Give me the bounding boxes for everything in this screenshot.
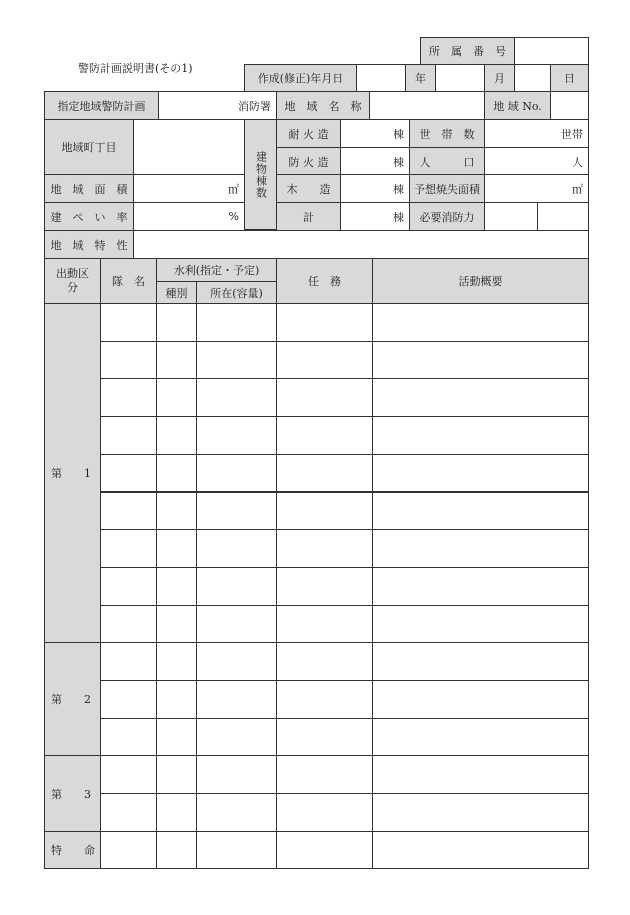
year-label: 年 — [405, 64, 436, 92]
task-cell[interactable] — [276, 416, 373, 455]
area-size-field[interactable] — [133, 174, 245, 203]
fire-station-field[interactable] — [158, 91, 277, 120]
water-type-cell[interactable] — [156, 718, 197, 757]
task-cell[interactable] — [276, 341, 373, 380]
water-location-cell[interactable] — [196, 454, 277, 493]
water-type-cell[interactable] — [156, 303, 197, 342]
households-label: 世 帯 数 — [409, 119, 485, 148]
task-cell[interactable] — [276, 831, 373, 870]
unit-name-cell[interactable] — [100, 416, 157, 455]
task-cell[interactable] — [276, 454, 373, 493]
task-cell[interactable] — [276, 680, 373, 719]
expected-loss-field[interactable] — [484, 174, 589, 203]
district-field[interactable] — [133, 119, 245, 175]
water-type-cell[interactable] — [156, 567, 197, 606]
month-field[interactable] — [435, 64, 485, 92]
affiliation-number-label: 所 属 番 号 — [420, 37, 515, 65]
fireproof-label: 耐 火 造 — [276, 119, 341, 148]
water-location-cell[interactable] — [196, 303, 277, 342]
water-type-cell[interactable] — [156, 492, 197, 531]
wooden-unit: 棟 — [393, 182, 404, 196]
unit-name-cell[interactable] — [100, 755, 157, 794]
affiliation-number-field[interactable] — [514, 37, 589, 65]
task-cell[interactable] — [276, 793, 373, 832]
semi-fireproof-unit: 棟 — [393, 155, 404, 169]
water-type-cell[interactable] — [156, 454, 197, 493]
water-type-cell[interactable] — [156, 755, 197, 794]
coverage-unit: % — [228, 210, 239, 223]
water-location-cell[interactable] — [196, 416, 277, 455]
building-count-text: 建物棟数 — [254, 150, 268, 199]
task-cell[interactable] — [276, 529, 373, 568]
area-name-field[interactable] — [369, 91, 485, 120]
building-count-label — [244, 119, 277, 230]
households-unit: 世帯 — [561, 127, 583, 141]
designated-plan-label: 指定地域警防計画 — [44, 91, 159, 120]
activity-cell[interactable] — [372, 341, 589, 380]
wooden-field[interactable] — [340, 174, 410, 203]
area-size-unit: ㎡ — [228, 182, 239, 196]
households-field[interactable] — [484, 119, 589, 148]
unit-name-cell[interactable] — [100, 303, 157, 342]
unit-name-cell[interactable] — [100, 454, 157, 493]
district-label: 地域町丁目 — [44, 119, 134, 175]
task-cell[interactable] — [276, 378, 373, 417]
water-type-header: 種別 — [156, 281, 197, 304]
required-capacity-field-2[interactable] — [537, 202, 589, 231]
unit-name-cell[interactable] — [100, 529, 157, 568]
water-location-cell[interactable] — [196, 642, 277, 681]
activity-cell[interactable] — [372, 680, 589, 719]
activity-cell[interactable] — [372, 831, 589, 870]
semi-fireproof-field[interactable] — [340, 147, 410, 176]
coverage-field[interactable] — [133, 202, 245, 231]
unit-name-cell[interactable] — [100, 378, 157, 417]
dispatch-header-text: 出動区分 — [56, 267, 89, 294]
unit-name-cell[interactable] — [100, 718, 157, 757]
water-location-cell[interactable] — [196, 567, 277, 606]
water-type-cell[interactable] — [156, 605, 197, 644]
unit-name-cell[interactable] — [100, 492, 157, 531]
area-no-label: 地 域 No. — [484, 91, 551, 120]
unit-name-cell[interactable] — [100, 567, 157, 606]
characteristics-field[interactable] — [133, 230, 589, 259]
area-size-label: 地 域 面 積 — [44, 174, 134, 203]
water-location-cell[interactable] — [196, 793, 277, 832]
activity-cell[interactable] — [372, 642, 589, 681]
water-type-cell[interactable] — [156, 793, 197, 832]
total-field[interactable] — [340, 202, 410, 231]
required-capacity-field-1[interactable] — [484, 202, 538, 231]
activity-cell[interactable] — [372, 793, 589, 832]
water-location-header: 所在(容量) — [196, 281, 277, 304]
water-type-cell[interactable] — [156, 416, 197, 455]
unit-name-cell[interactable] — [100, 341, 157, 380]
population-field[interactable] — [484, 147, 589, 176]
activity-cell[interactable] — [372, 529, 589, 568]
water-type-cell[interactable] — [156, 529, 197, 568]
water-type-cell[interactable] — [156, 341, 197, 380]
area-no-field[interactable] — [550, 91, 589, 120]
water-location-cell[interactable] — [196, 378, 277, 417]
unit-name-cell[interactable] — [100, 831, 157, 870]
unit-name-cell[interactable] — [100, 605, 157, 644]
activity-cell[interactable] — [372, 416, 589, 455]
population-label: 人 口 — [409, 147, 485, 176]
wooden-label: 木 造 — [276, 174, 341, 203]
expected-loss-label: 予想焼失面積 — [409, 174, 485, 203]
water-location-cell[interactable] — [196, 755, 277, 794]
created-date-label: 作成(修正)年月日 — [244, 64, 357, 92]
unit-name-cell[interactable] — [100, 642, 157, 681]
activity-cell[interactable] — [372, 492, 589, 531]
activity-cell[interactable] — [372, 755, 589, 794]
dispatch-header — [44, 258, 101, 304]
task-cell[interactable] — [276, 492, 373, 531]
water-type-cell[interactable] — [156, 680, 197, 719]
activity-cell[interactable] — [372, 454, 589, 493]
year-field[interactable] — [356, 64, 406, 92]
water-type-cell[interactable] — [156, 378, 197, 417]
document-title: 警防計画説明書(その1) — [78, 62, 193, 75]
unit-name-cell[interactable] — [100, 793, 157, 832]
total-unit: 棟 — [393, 210, 404, 224]
dispatch-group-label: 特 命 — [44, 831, 101, 870]
activity-cell[interactable] — [372, 567, 589, 606]
dispatch-group-label: 第 2 — [44, 642, 101, 756]
task-cell[interactable] — [276, 605, 373, 644]
unit-name-header: 隊 名 — [100, 258, 157, 304]
fire-station-suffix: 消防署 — [238, 99, 271, 113]
task-header: 任 務 — [276, 258, 373, 304]
task-cell[interactable] — [276, 642, 373, 681]
water-location-cell[interactable] — [196, 718, 277, 757]
unit-name-cell[interactable] — [100, 680, 157, 719]
water-location-cell[interactable] — [196, 605, 277, 644]
water-location-cell[interactable] — [196, 341, 277, 380]
characteristics-label: 地 域 特 性 — [44, 230, 134, 259]
activity-cell[interactable] — [372, 605, 589, 644]
fireproof-field[interactable] — [340, 119, 410, 148]
required-capacity-label: 必要消防力 — [409, 202, 485, 231]
task-cell[interactable] — [276, 567, 373, 606]
fireproof-unit: 棟 — [393, 127, 404, 141]
water-location-cell[interactable] — [196, 831, 277, 870]
activity-header: 活動概要 — [372, 258, 589, 304]
activity-cell[interactable] — [372, 303, 589, 342]
population-unit: 人 — [572, 155, 583, 169]
month-label: 月 — [484, 64, 515, 92]
semi-fireproof-label: 防 火 造 — [276, 147, 341, 176]
coverage-label: 建 ぺ い 率 — [44, 202, 134, 231]
task-cell[interactable] — [276, 755, 373, 794]
water-location-cell[interactable] — [196, 529, 277, 568]
activity-cell[interactable] — [372, 378, 589, 417]
day-field[interactable] — [514, 64, 551, 92]
water-location-cell[interactable] — [196, 680, 277, 719]
water-header: 水利(指定・予定) — [156, 258, 277, 282]
task-cell[interactable] — [276, 718, 373, 757]
day-label: 日 — [550, 64, 589, 92]
water-type-cell[interactable] — [156, 831, 197, 870]
activity-cell[interactable] — [372, 718, 589, 757]
dispatch-group-label: 第 3 — [44, 755, 101, 831]
water-location-cell[interactable] — [196, 492, 277, 531]
dispatch-group-label: 第 1 — [44, 303, 101, 643]
area-name-label: 地 域 名 称 — [276, 91, 370, 120]
task-cell[interactable] — [276, 303, 373, 342]
total-label: 計 — [276, 202, 341, 231]
expected-loss-unit: ㎡ — [572, 182, 583, 196]
water-type-cell[interactable] — [156, 642, 197, 681]
